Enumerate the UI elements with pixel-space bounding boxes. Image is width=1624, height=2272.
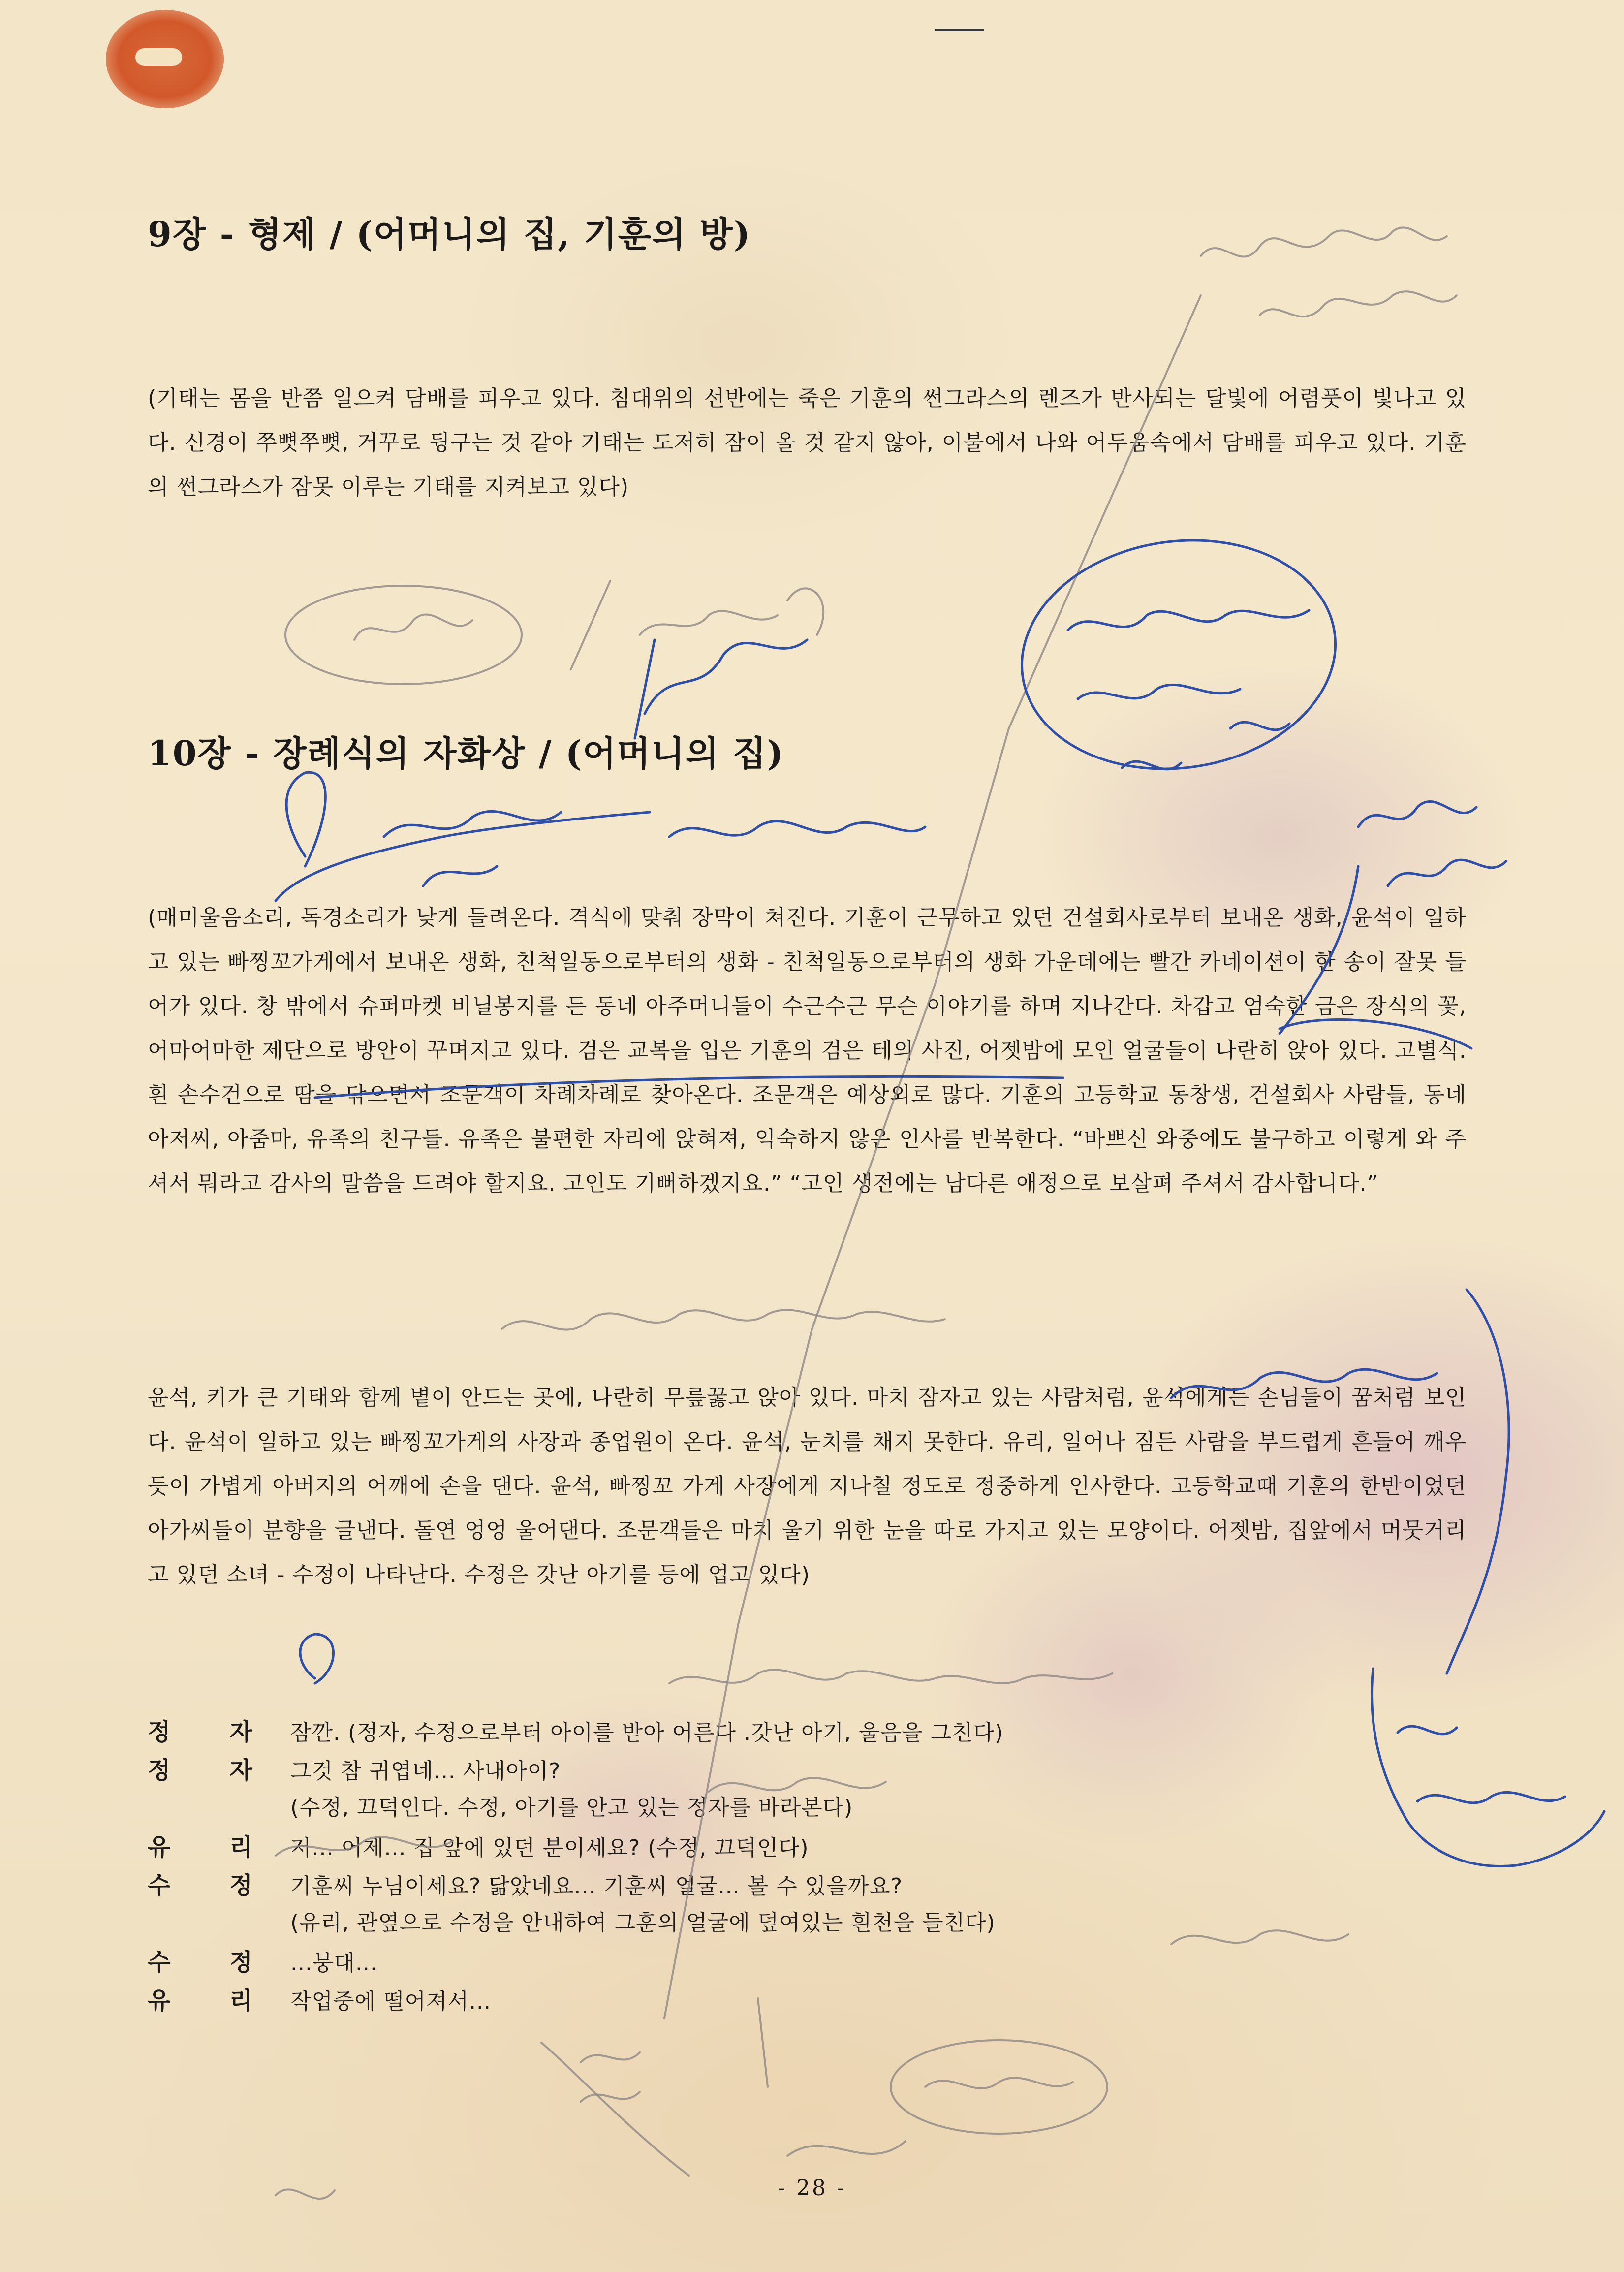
speaker-name: 유리 (148, 1987, 312, 2015)
speaker-name: 유리 (148, 1833, 312, 1861)
speech-text: 그것 참 귀엽네... 사내아이? (290, 1759, 561, 1784)
scene-10-stage-direction-1: (매미울음소리, 독경소리가 낮게 들려온다. 격식에 맞춰 장막이 쳐진다. 기훈이 근무하고 있던 건설회사로부터 보내온 생화, 윤석이 일하고 있는 빠찡꼬가게에서 보내온 생화, 친척일동으로부터의 생화 - 친척일동으로부터의 생화 가운데에는 빨간 카네이션이 한 송이 잘못 들어가 있다. 창 밖에서 슈퍼마켓 비닐봉지를 든 동네 아주머니들이 수근수근 무슨 이야기를 하며 지나간다. 차갑고 엄숙한 금은 장식의 꽃, 어마어마한 제단으로 방안이 꾸며지고 있다. 검은 교복을 입은 기훈의 검은 테의 사진, 어젯밤에 모인 얼굴들이 나란히 앉아 있다. 고별식. 흰 손수건으로 땀을 닦으면서 조문객이 차례차례로 찾아온다. 조문객은 예상외로 많다. 기훈의 고등학교 동창생, 건설회사 사람들, 동네 아저씨, 아줌마, 유족의 친구들. 유족은 불편한 자리에 앉혀져, 익숙하지 않은 인사를 반복한다. “바쁘신 와중에도 불구하고 이렇게 와 주셔서 뭐라고 감사의 말씀을 드려야 할지요. 고인도 기뻐하겠지요.” “고인 생전에는 남다른 애정으로 보살펴 주셔서 감사합니다.” (148, 905, 1467, 1196)
speech-text: 작업중에 떨어져서... (290, 1989, 491, 2014)
scene-10-heading: 10장 - 장례식의 자화상 / (어머니의 집) (148, 733, 784, 774)
speech-text: 잠깐. (정자, 수정으로부터 아이를 받아 어른다 .갓난 아기, 울음을 그친다) (290, 1720, 1004, 1745)
speech-text: (유리, 관옆으로 수정을 안내하여 그훈의 얼굴에 덮여있는 흰천을 들친다) (290, 1910, 996, 1935)
page-number: - 28 - (778, 2176, 846, 2201)
speech-text: 저... 어제... 집 앞에 있던 분이세요? (수정, 끄덕인다) (290, 1835, 809, 1861)
scene-9-heading: 9장 - 형제 / (어머니의 집, 기훈의 방) (148, 214, 751, 254)
speaker-name: 수정 (148, 1949, 312, 1976)
scene-10-stage-direction-2: 윤석, 키가 큰 기태와 함께 볕이 안드는 곳에, 나란히 무릎꿇고 앉아 있다. 마치 잠자고 있는 사람처럼, 윤석에게는 손님들이 꿈처럼 보인다. 윤석이 일하고 있는 빠찡꼬가게의 사장과 종업원이 온다. 윤석, 눈치를 채지 못한다. 유리, 일어나 짐든 사람을 부드럽게 흔들어 깨우듯이 가볍게 아버지의 어깨에 손을 댄다. 윤석, 빠찡꼬 가게 사장에게 지나칠 정도로 정중하게 인사한다. 고등학교때 기훈의 한반이었던 아가씨들이 분향을 글낸다. 돌연 엉엉 울어댄다. 조문객들은 마치 울기 위한 눈을 따로 가지고 있는 모양이다. 어젯밤, 집앞에서 머뭇거리고 있던 소녀 - 수정이 나타난다. 수정은 갓난 아기를 등에 업고 있다) (148, 1385, 1467, 1587)
speech-text: ...붕대... (290, 1951, 377, 1976)
speech-text: (수정, 끄덕인다. 수정, 아기를 안고 있는 정자를 바라본다) (290, 1795, 853, 1820)
speech-text: 기훈씨 누님이세요? 닮았네요... 기훈씨 얼굴... 볼 수 있을까요? (290, 1874, 903, 1899)
speaker-name: 수정 (148, 1872, 312, 1899)
scene-9-stage-direction: (기태는 몸을 반쯤 일으켜 담배를 피우고 있다. 침대위의 선반에는 죽은 기훈의 썬그라스의 렌즈가 반사되는 달빛에 어렴풋이 빛나고 있다. 신경이 쭈뼛쭈뼛, 거꾸로 뒹구는 것 같아 기태는 도저히 잠이 올 것 같지 않아, 이불에서 나와 어두움속에서 담배를 피우고 있다. 기훈의 썬그라스가 잠못 이루는 기태를 지켜보고 있다) (148, 386, 1467, 500)
speaker-name: 정자 (148, 1757, 312, 1784)
speaker-name: 정자 (148, 1718, 312, 1746)
